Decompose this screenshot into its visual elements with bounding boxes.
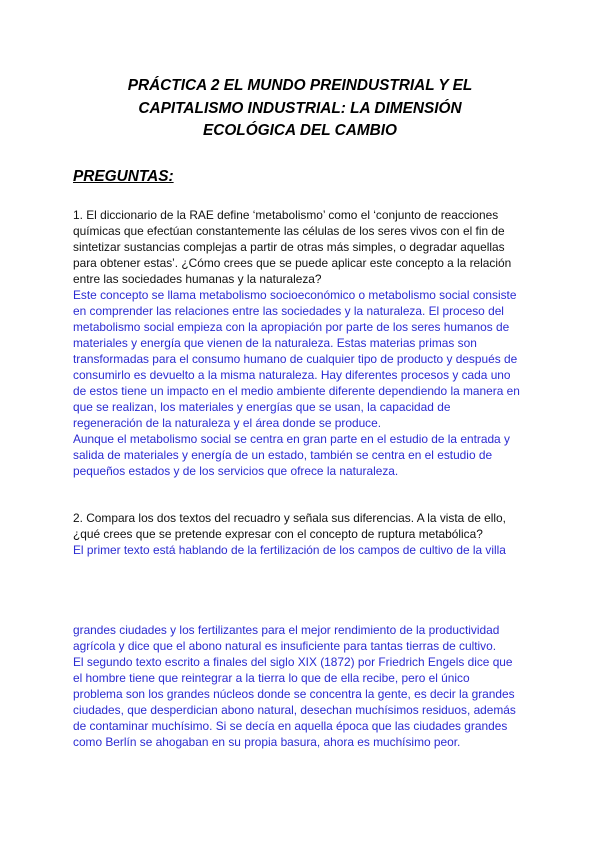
title-line: CAPITALISMO INDUSTRIAL: LA DIMENSIÓN	[138, 99, 462, 117]
answer-line: Aunque el metabolismo social se centra en gran parte en el estudio de la entrada y	[73, 432, 510, 446]
answer-line: materiales y energía que vienen de la naturaleza. Estas materias primas son	[73, 336, 477, 350]
answer-line: grandes ciudades y los fertilizantes para el mejor rendimiento de la productividad	[73, 623, 500, 637]
answer-line: transformadas para el consumo humano de cualquier tipo de producto y después de	[73, 352, 518, 366]
answer-line: de contaminar muchísimo. Si se decía en aquella época que las ciudades grandes	[73, 719, 508, 733]
answer-line: de estos tiene un impacto en el medio ambiente diferente dependiendo la manera en	[73, 384, 520, 398]
answer-line: El primer texto está hablando de la fertilización de los campos de cultivo de la villa	[73, 543, 506, 557]
question-line: para obtener estas’. ¿Cómo crees que se puede aplicar este concepto a la relación	[73, 256, 512, 270]
question-line: 1. El diccionario de la RAE define ‘metabolismo’ como el ‘conjunto de reacciones	[73, 208, 499, 222]
answer-1	[73, 287, 533, 479]
answer-line: en comprender las relaciones entre las sociedades y la naturaleza. El proceso del	[73, 304, 504, 318]
answer-line: consumirlo es devuelto a la misma naturaleza. Hay diferentes procesos y cada uno	[73, 368, 511, 382]
question-2	[73, 510, 533, 542]
answer-line: metabolismo social empieza con la apropiación por parte de los seres humanos de	[73, 320, 510, 334]
answer-2-part-1	[73, 542, 533, 558]
question-line: 2. Compara los dos textos del recuadro y señala sus diferencias. A la vista de ello,	[73, 511, 506, 525]
answer-2-part-2	[73, 622, 533, 750]
title-line: ECOLÓGICA DEL CAMBIO	[202, 122, 398, 139]
answer-line: problema son los grandes núcleos donde se concentra la gente, es decir la grandes	[73, 687, 515, 701]
answer-line: pequeños estados y de los servicios que ofrece la naturaleza.	[73, 464, 399, 478]
answer-line: ciudades, que desperdician abono natural, desechan muchísimos residuos, además	[73, 703, 516, 717]
question-1	[73, 207, 533, 287]
question-line: ¿qué crees que se pretende expresar con el concepto de ruptura metabólica?	[73, 527, 483, 541]
question-line: entre las sociedades humanas y la naturaleza?	[73, 272, 322, 286]
answer-line: regeneración de la naturaleza y el área donde se produce.	[73, 416, 382, 430]
answer-line: el hombre tiene que reintegrar a la tierra lo que de ella recibe, pero el único	[73, 671, 470, 685]
title-line: PRÁCTICA 2 EL MUNDO PREINDUSTRIAL Y EL	[127, 77, 473, 94]
answer-line: como Berlín se ahogaban en su propia basura, ahora es muchísimo peor.	[73, 735, 461, 749]
answer-line: El segundo texto escrito a finales del siglo XIX (1872) por Friedrich Engels dice que	[73, 655, 513, 669]
question-line: sintetizar sustancias complejas a partir de otras más simples, o degradar aquellas	[73, 240, 505, 254]
answer-line: salida de materiales y energía de un estado, también se centra en el estudio de	[73, 448, 493, 462]
answer-line: Este concepto se llama metabolismo socioeconómico o metabolismo social consiste	[73, 288, 517, 302]
section-heading: PREGUNTAS:	[73, 168, 174, 185]
answer-line: que se realizan, los materiales y energías que se usan, la capacidad de	[73, 400, 451, 414]
document-title	[90, 75, 510, 143]
question-line: químicas que efectúan constantemente las células de los seres vivos con el fin de	[73, 224, 505, 238]
answer-line: agrícola y dice que el abono natural es insuficiente para tantas tierras de cultivo.	[73, 639, 497, 653]
